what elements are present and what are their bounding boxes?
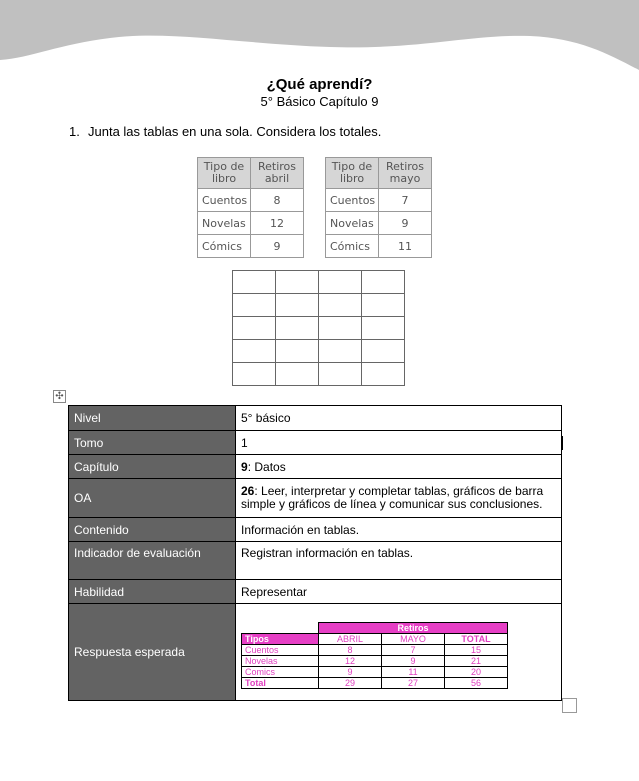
table-cell: 11 <box>382 667 445 678</box>
table-cell: 7 <box>379 189 432 212</box>
table-cell: 29 <box>319 678 382 689</box>
blank-cell[interactable] <box>276 271 319 294</box>
answer-table <box>241 622 508 689</box>
table-row <box>69 580 562 604</box>
table-row <box>326 212 432 235</box>
table-cell: 8 <box>319 645 382 656</box>
question-1 <box>69 124 381 139</box>
table-row <box>69 518 562 542</box>
blank-cell[interactable] <box>233 340 276 363</box>
tomo-value[interactable]: 1 <box>236 431 562 455</box>
oa-number: 26 <box>241 484 255 498</box>
table-cell: Cómics <box>198 235 251 258</box>
table-row <box>326 189 432 212</box>
oa-label: OA <box>69 479 236 518</box>
blank-cell[interactable] <box>319 340 362 363</box>
table-row <box>242 667 508 678</box>
table-row <box>198 189 304 212</box>
respuesta-label: Respuesta esperada <box>69 604 236 701</box>
info-table <box>68 405 562 701</box>
table-row <box>242 623 508 634</box>
table-cell: Novelas <box>198 212 251 235</box>
blank-answer-grid <box>232 270 405 386</box>
oa-value[interactable] <box>236 479 562 518</box>
blank-cell[interactable] <box>233 271 276 294</box>
nivel-value[interactable]: 5° básico <box>236 406 562 431</box>
respuesta-value[interactable] <box>236 604 562 701</box>
blank-cell[interactable] <box>319 271 362 294</box>
table-row <box>69 406 562 431</box>
group-header: Retiros <box>319 623 508 634</box>
table-row <box>198 212 304 235</box>
column-header: TOTAL <box>445 634 508 645</box>
blank-cell[interactable] <box>276 317 319 340</box>
habilidad-label: Habilidad <box>69 580 236 604</box>
blank-cell[interactable] <box>276 363 319 386</box>
table-header: Tipo de libro <box>326 158 379 189</box>
table-cell: 9 <box>382 656 445 667</box>
blank-cell[interactable] <box>362 363 405 386</box>
table-cell: Total <box>242 678 319 689</box>
indicador-value[interactable]: Registran información en tablas. <box>236 542 562 580</box>
blank-cell[interactable] <box>362 340 405 363</box>
blank-cell[interactable] <box>233 294 276 317</box>
contenido-label: Contenido <box>69 518 236 542</box>
blank-cell[interactable] <box>233 317 276 340</box>
table-cell: 11 <box>379 235 432 258</box>
habilidad-value[interactable]: Representar <box>236 580 562 604</box>
table-cell: Cuentos <box>242 645 319 656</box>
text-cursor <box>562 436 563 450</box>
table-cell: 12 <box>251 212 304 235</box>
table-cell: 15 <box>445 645 508 656</box>
column-header: Tipos <box>242 634 319 645</box>
table-row <box>69 542 562 580</box>
table-row <box>233 271 405 294</box>
table-cell: 9 <box>319 667 382 678</box>
blank-cell[interactable] <box>362 317 405 340</box>
table-cell: 12 <box>319 656 382 667</box>
table-header: Retiros mayo <box>379 158 432 189</box>
capitulo-number: 9 <box>241 459 248 474</box>
table-cell: Cuentos <box>198 189 251 212</box>
table-row <box>242 678 508 689</box>
nivel-label: Nivel <box>69 406 236 431</box>
table-cell: Novelas <box>326 212 379 235</box>
table-cell: 20 <box>445 667 508 678</box>
table-row <box>198 235 304 258</box>
table-cell: 7 <box>382 645 445 656</box>
blank-cell[interactable] <box>319 317 362 340</box>
blank-cell[interactable] <box>319 294 362 317</box>
table-move-handle-icon[interactable]: ✣ <box>53 390 66 403</box>
table-row <box>69 604 562 701</box>
blank-cell[interactable] <box>276 340 319 363</box>
contenido-value[interactable]: Información en tablas. <box>236 518 562 542</box>
table-retiros-mayo <box>325 157 432 258</box>
blank-cell[interactable] <box>362 271 405 294</box>
question-text: Junta las tablas en una sola. Considera los totales. <box>88 124 382 139</box>
capitulo-text: : Datos <box>247 459 286 474</box>
table-row <box>242 634 508 645</box>
table-cell: Cuentos <box>326 189 379 212</box>
blank-cell[interactable] <box>276 294 319 317</box>
question-number: 1. <box>69 124 80 139</box>
table-row <box>233 340 405 363</box>
table-cell: Comics <box>242 667 319 678</box>
table-cell: 9 <box>379 212 432 235</box>
capitulo-label: Capítulo <box>69 455 236 479</box>
table-row <box>69 479 562 518</box>
table-resize-handle[interactable] <box>562 698 577 713</box>
table-row <box>233 363 405 386</box>
empty-cell <box>242 623 319 634</box>
table-cell: 8 <box>251 189 304 212</box>
table-cell: 9 <box>251 235 304 258</box>
table-row <box>69 455 562 479</box>
blank-cell[interactable] <box>233 363 276 386</box>
capitulo-value[interactable] <box>236 455 562 479</box>
table-row <box>326 235 432 258</box>
column-header: ABRIL <box>319 634 382 645</box>
blank-cell[interactable] <box>319 363 362 386</box>
table-cell: 21 <box>445 656 508 667</box>
table-row <box>233 317 405 340</box>
table-cell: Cómics <box>326 235 379 258</box>
table-row <box>242 656 508 667</box>
indicador-label: Indicador de evaluación <box>69 542 236 580</box>
table-row <box>242 645 508 656</box>
header-wave-decoration <box>0 0 639 80</box>
table-row <box>69 431 562 455</box>
table-cell: 27 <box>382 678 445 689</box>
table-cell: 56 <box>445 678 508 689</box>
table-header: Tipo de libro <box>198 158 251 189</box>
column-header: MAYO <box>382 634 445 645</box>
table-row <box>233 294 405 317</box>
tomo-label: Tomo <box>69 431 236 455</box>
table-header: Retiros abril <box>251 158 304 189</box>
oa-text: : Leer, interpretar y completar tablas, gráficos de barra simple y gráficos de línea y comunicar sus conclusiones. <box>241 484 544 511</box>
page-title: ¿Qué aprendí? <box>266 76 373 93</box>
table-retiros-abril <box>197 157 304 258</box>
table-cell: Novelas <box>242 656 319 667</box>
blank-cell[interactable] <box>362 294 405 317</box>
page-subtitle: 5° Básico Capítulo 9 <box>260 94 379 109</box>
